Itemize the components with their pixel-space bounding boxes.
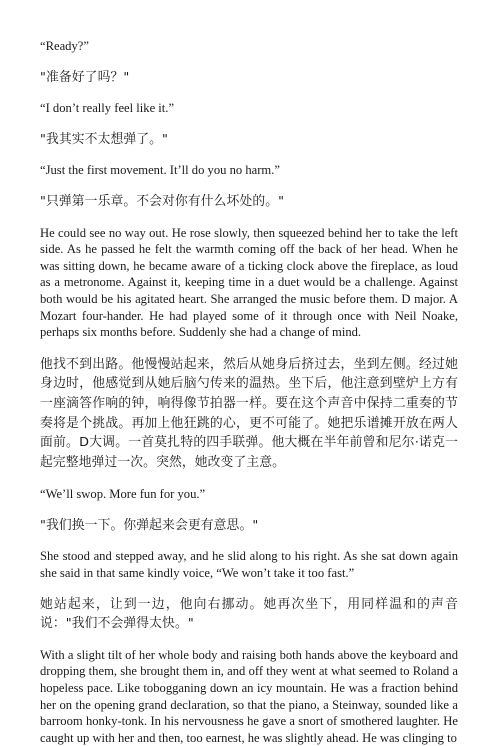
paragraph-en-dont-feel: “I don’t really feel like it.” (40, 101, 175, 116)
paragraph-zh-swop: "我们换一下。你弹起来会更有意思。" (40, 517, 259, 533)
paragraph-zh-dont-feel: "我其实不太想弹了。" (40, 131, 169, 147)
paragraph-zh-first-movement: "只弹第一乐章。不会对你有什么坏处的。" (40, 193, 285, 209)
paragraph-en-first-movement: “Just the first movement. It’ll do you no harm.” (40, 163, 280, 178)
paragraph-en-tilt: With a slight tilt of her whole body and raising both hands above the keyboard and dropping them, she brought them in, and off they went at what seemed to Roland a hopeless pace. Like tobogganing down an icy mountain. He was a fraction behind her on the opening grand declaration, so that the piano, a Steinway, sounded like a barroom honky-tonk. In his nervousness he gave a snort of smothered laughter. He caught up with her and then, too earnest, he was slightly ahead. He was clinging to (40, 647, 458, 745)
paragraph-en-no-way-out: He could see no way out. He rose slowly, then squeezed behind her to take the left side. As he passed he felt the warmth coming off the back of her head. When he was sitting down, he became aware of a ticking clock above the fireplace, as loud as a metronome. Against it, keeping time in a duet would be a challenge. Against both would be his agitated heart. She arranged the music before them. D major. A Mozart four-hander. He had played some of it through once with Neil Noake, perhaps six months before. Suddenly she had a change of mind. (40, 225, 458, 340)
paragraph-en-stood: She stood and stepped away, and he slid along to his right. As she sat down again she said in that same kindly voice, “We won’t take it too fast.” (40, 549, 458, 581)
paragraph-zh-stood: 她站起来，让到一边，他向右挪动。她再次坐下，用同样温和的声音说："我们不会弹得太快。" (40, 596, 458, 632)
paragraph-en-swop: “We’ll swop. More fun for you.” (40, 487, 206, 502)
paragraph-en-ready: “Ready?” (40, 39, 89, 53)
paragraph-zh-no-way-out: 他找不到出路。他慢慢站起来，然后从她身后挤过去，坐到左侧。经过她身边时，他感觉到从她后脑勺传来的温热。坐下后，他注意到壁炉上方有一座滴答作响的钟，响得像节拍器一样。要在这个声音中保持二重奏的节奏将是个挑战。再加上他狂跳的心，更不可能了。她把乐谱摊开放在两人面前。D大调。一首莫扎特的四手联弹。他大概在半年前曾和尼尔·诺克一起完整地弹过一次。突然，她改变了主意。 (40, 356, 458, 470)
paragraph-zh-ready: "准备好了吗？" (40, 69, 130, 85)
